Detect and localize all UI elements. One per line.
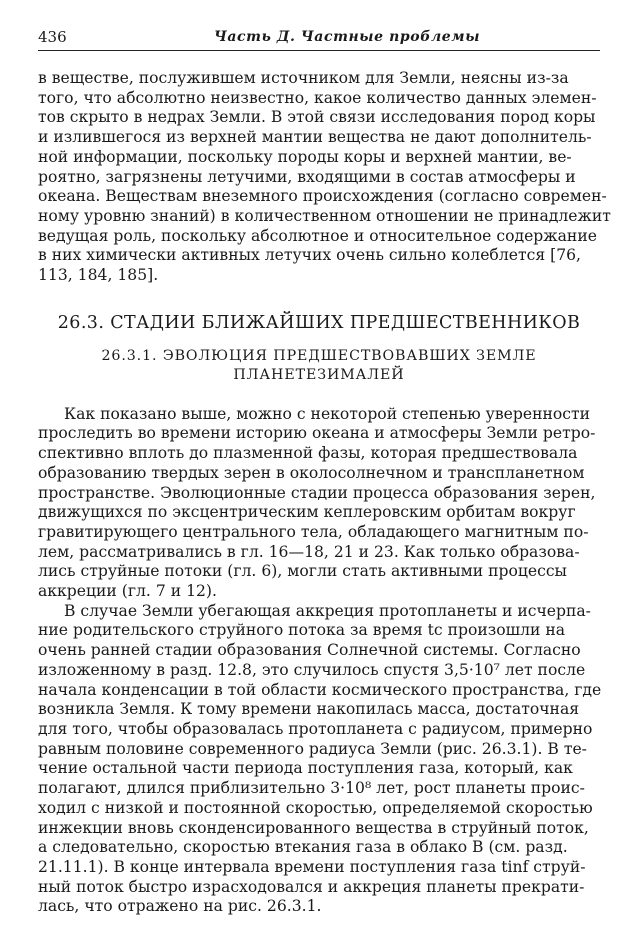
running-head	[38, 26, 600, 48]
page-number: 436	[38, 28, 67, 46]
text-line: 21.11.1). В конце интервала времени поступления газа tinf струй-	[38, 857, 586, 876]
running-head-title: Часть Д. Частные проблемы	[214, 29, 481, 45]
subsection-heading-line: 26.3.1. ЭВОЛЮЦИЯ ПРЕДШЕСТВОВАВШИХ ЗЕМЛЕ	[101, 347, 537, 364]
text-line: полагают, длился приблизительно 3·10⁸ лет, рост планеты проис-	[38, 779, 585, 798]
text-line: в них химически активных летучих очень сильно колеблется [76,	[38, 246, 581, 265]
text-line: тов скрыто в недрах Земли. В этой связи исследования пород коры	[38, 108, 596, 127]
text-line: ние родительского струйного потока за время tc произошли на	[38, 621, 566, 640]
text-line: равным половине современного радиуса Земли (рис. 26.3.1). В те-	[38, 739, 587, 758]
text-line: для того, чтобы образовалась протопланета с радиусом, примерно	[38, 719, 593, 738]
header-rule	[38, 50, 600, 51]
subsection-heading-line: ПЛАНЕТЕЗИМАЛЕЙ	[233, 366, 405, 383]
text-line: гравитирующего центрального тела, обладающего магнитным по-	[38, 522, 589, 541]
text-line: изложенному в разд. 12.8, это случилось спустя 3,5·10⁷ лет после	[38, 660, 586, 679]
text-line: ный поток быстро израсходовался и аккреция планеты прекрати-	[38, 877, 585, 896]
text-line: начала конденсации в той области космического пространства, где	[38, 680, 602, 699]
paragraph-earth-accretion	[38, 602, 600, 917]
text-line: Как показано выше, можно с некоторой степенью уверенности	[64, 404, 590, 423]
section-heading: 26.3. СТАДИИ БЛИЖАЙШИХ ПРЕДШЕСТВЕННИКОВ	[57, 312, 581, 333]
text-line: роятно, загрязнены летучими, входящими в состав атмосферы и	[38, 167, 576, 186]
book-page	[38, 26, 611, 917]
text-line: ходил с низкой и постоянной скоростью, определяемой скоростью	[38, 798, 593, 817]
text-line: того, что абсолютно неизвестно, какое количество данных элемен-	[38, 88, 597, 107]
text-line: ному уровню знаний) в количественном отношении не принадлежит	[38, 206, 611, 225]
text-line: возникла Земля. К тому времени накопилась масса, достаточная	[38, 700, 580, 719]
subsection-heading	[38, 347, 600, 385]
text-line: пространстве. Эволюционные стадии процесса образования зерен,	[38, 483, 596, 502]
text-line: океана. Веществам внеземного происхождения (согласно современ-	[38, 187, 607, 206]
text-line: аккреции (гл. 7 и 12).	[38, 582, 217, 601]
text-line: инжекции вновь сконденсированного вещества в струйный поток,	[38, 818, 589, 837]
text-line: в веществе, послужившем источником для Земли, неясны из-за	[38, 69, 569, 87]
text-line: проследить во времени историю океана и атмосферы Земли ретро-	[38, 424, 596, 443]
text-line: В случае Земли убегающая аккреция протопланеты и исчерпа-	[64, 601, 591, 620]
text-line: чение остальной части периода поступления газа, который, как	[38, 759, 573, 778]
text-line: лась, что отражено на рис. 26.3.1.	[38, 897, 322, 916]
text-line: спективно вплоть до плазменной фазы, которая предшествовала	[38, 444, 578, 463]
text-line: лись струйные потоки (гл. 6), могли стать активными процессы	[38, 562, 567, 581]
text-line: движущихся по эксцентрическим кеплеровским орбитам вокруг	[38, 503, 576, 522]
paragraph-continued	[38, 69, 611, 286]
text-line: а следовательно, скоростью втекания газа в облако B (см. разд.	[38, 838, 568, 857]
text-line: ной информации, поскольку породы коры и верхней мантии, ве-	[38, 147, 572, 166]
text-line: и излившегося из верхней мантии вещества не дают дополнитель-	[38, 128, 592, 147]
text-line: образованию твердых зерен в околосолнечном и транспланетном	[38, 463, 585, 482]
text-line: лем, рассматривались в гл. 16—18, 21 и 23. Как только образова-	[38, 542, 580, 561]
text-line: 113, 184, 185].	[38, 266, 159, 285]
text-line: ведущая роль, поскольку абсолютное и относительное содержание	[38, 226, 597, 245]
paragraph-evolution	[38, 405, 600, 602]
text-line: очень ранней стадии образования Солнечной системы. Согласно	[38, 641, 581, 660]
